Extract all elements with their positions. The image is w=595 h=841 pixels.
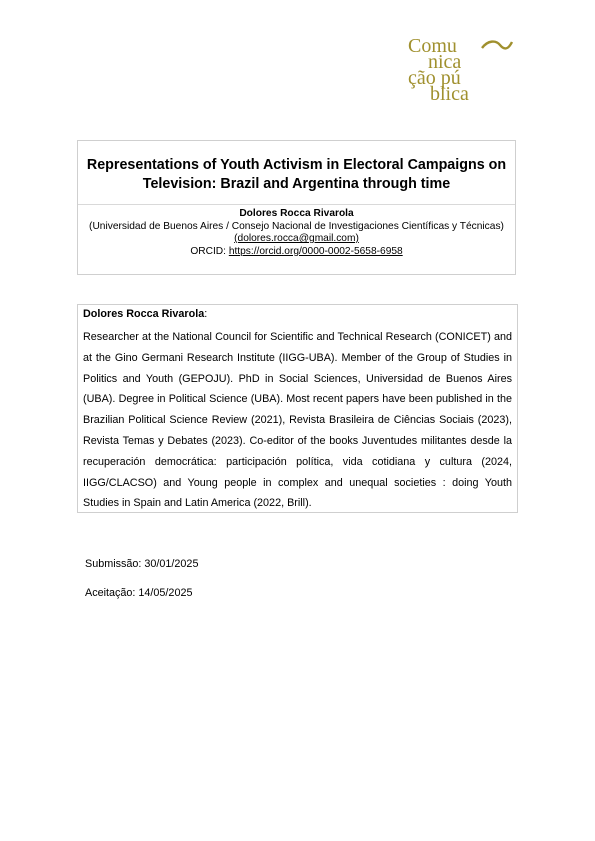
orcid-label: ORCID: <box>190 245 229 257</box>
dates-block <box>85 557 198 615</box>
orcid-line <box>78 246 515 259</box>
submission-date: Submissão: 30/01/2025 <box>85 558 199 570</box>
logo-line-1: Comu <box>408 35 457 57</box>
journal-logo <box>408 33 518 105</box>
bio-name: Dolores Rocca Rivarola <box>83 308 205 320</box>
author-bio-box <box>77 304 518 513</box>
logo-line-3: ção pú <box>408 67 461 89</box>
bio-colon: : <box>204 308 208 320</box>
logo-line-4: blica <box>430 83 469 105</box>
author-block <box>78 208 515 258</box>
orcid-link[interactable]: https://orcid.org/0000-0002-5658-6958 <box>228 245 403 257</box>
author-email-link[interactable]: (dolores.rocca@gmail.com) <box>234 233 359 245</box>
title-block <box>77 140 516 275</box>
article-title: Representations of Youth Activism in Electoral Campaigns on Television: Brazil and Argentina through time <box>86 157 507 192</box>
author-name: Dolores Rocca Rivarola <box>239 208 354 219</box>
title-divider <box>78 204 515 205</box>
author-affiliation: (Universidad de Buenos Aires / Consejo Nacional de Investigaciones Científicas y Técnicas) <box>89 220 504 232</box>
logo-line-2: nica <box>428 51 462 73</box>
bio-heading <box>83 307 512 321</box>
journal-logo-graphic <box>408 33 518 105</box>
bio-text: Researcher at the National Council for Scientific and Technical Research (CONICET) and at the Gino Germani Research Institute (IIGG-UBA). Member of the Group of Studies in Politics and Youth (GEPOJU). PhD in Social Sciences, Universidad de Buenos Aires (UBA). Degree in Political Science (UBA). Most recent papers have been published in the Brazilian Political Science Review (2021), Revista Brasileira de Ciências Sociais (2023), Revista Temas y Debates (2023). Co-editor of the books Juventudes militantes desde la recuperación democrática: participación política, vida cotidiana y cultura (2024, IIGG/CLACSO) and Young people in complex and unequal societies : doing Youth Studies in Spain and Latin America (2022, Brill). <box>83 331 512 510</box>
acceptance-date: Aceitação: 14/05/2025 <box>85 587 193 599</box>
logo-tilde-icon <box>482 42 512 49</box>
